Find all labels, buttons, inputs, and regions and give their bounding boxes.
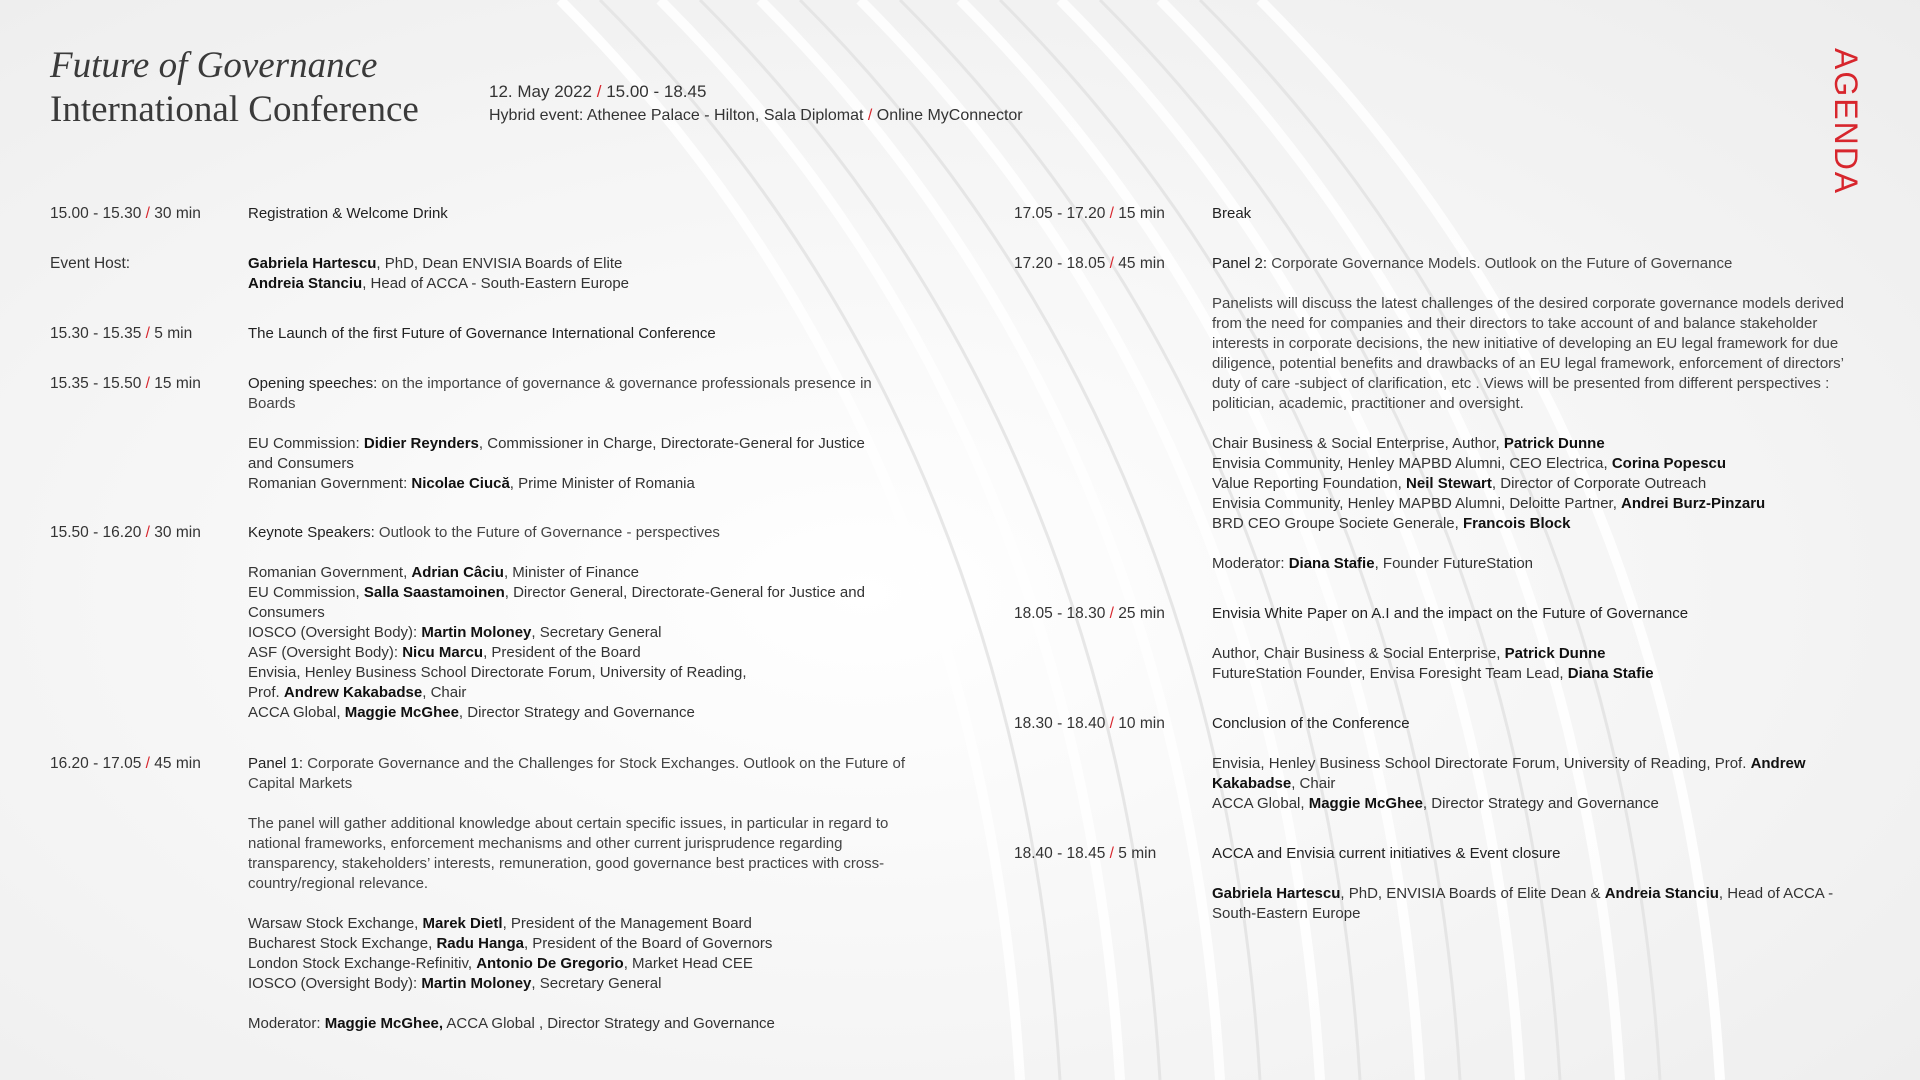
speaker-line: IOSCO (Oversight Body): Martin Moloney, Secretary General [248,975,662,992]
agenda-body [1212,844,1837,924]
host-line: Gabriela Hartescu, PhD, ENVISIA Boards of Elite Dean & Andreia Stanciu, Head of ACCA - South-Eastern Europe [1212,885,1834,922]
speaker-line: ASF (Oversight Body): Nicu Marcu, President of the Board [248,644,641,661]
agenda-time: 18.40 - 18.45 / 5 min [1014,845,1157,862]
speaker-line: IOSCO (Oversight Body): Martin Moloney, Secretary General [248,624,662,641]
agenda-title: Envisia White Paper on A.I and the impact on the Future of Governance [1212,605,1689,622]
conference-title [50,44,419,132]
agenda-title: Registration & Welcome Drink [248,205,448,222]
speaker-line: FutureStation Founder, Envisa Foresight Team Lead, Diana Stafie [1212,665,1654,682]
speaker-line: Romanian Government: Nicolae Ciucă, Prime Minister of Romania [248,475,695,492]
event-venue: Hybrid event: Athenee Palace - Hilton, Sala Diplomat [489,107,864,124]
agenda-body [1212,204,1872,224]
host-line: Andreia Stanciu, Head of ACCA - South-Eastern Europe [248,275,630,292]
speaker-line: Value Reporting Foundation, Neil Stewart, Director of Corporate Outreach [1212,475,1707,492]
event-date-line [489,80,1023,104]
agenda-title: The Launch of the first Future of Governance International Conference [248,325,716,342]
agenda-title: Keynote Speakers: Outlook to the Future of Governance - perspectives [248,524,720,541]
panel-description: Panelists will discuss the latest challenges of the desired corporate governance models derived from the need for companies and their directors to take account of and balance stakeholder interests in corporate decisions, the new initiative of developing an EU legal framework for due diligence, potential benefits and drawbacks of an EU legal framework, enforcement of directors’ duty of care -subject of clarification, etc . Views will be presented from different perspectives : politician, academic, practitioner and oversight. [1212,295,1845,412]
title-line-2: International Conference [50,89,419,130]
panel-description: The panel will gather additional knowledge about certain specific issues, in particular in regard to national frameworks, enforcement mechanisms and other current jurisprudence regarding transparency, stakeholders’ interests, remuneration, good governance best practices with cross-country/regional relevance. [248,815,889,892]
speaker-line: EU Commission: Didier Reynders, Commissioner in Charge, Directorate-General for Justice and Consumers [248,435,865,472]
agenda-body [248,374,878,494]
agenda-time: 18.05 - 18.30 / 25 min [1014,605,1165,622]
host-line: Gabriela Hartescu, PhD, Dean ENVISIA Boards of Elite [248,255,623,272]
agenda-body [1212,714,1837,814]
moderator-line: Moderator: Maggie McGhee, ACCA Global , Director Strategy and Governance [248,1015,775,1032]
speaker-line: Prof. Andrew Kakabadse, Chair [248,684,467,701]
event-venue-line [489,104,1023,128]
agenda-time: 16.20 - 17.05 / 45 min [50,755,201,772]
agenda-vertical-label: AGENDA [1828,48,1864,196]
speaker-line: Envisia Community, Henley MAPBD Alumni, CEO Electrica, Corina Popescu [1212,455,1727,472]
speaker-line: Author, Chair Business & Social Enterprise, Patrick Dunne [1212,645,1606,662]
moderator-line: Moderator: Diana Stafie, Founder FutureStation [1212,555,1534,572]
agenda-title: ACCA and Envisia current initiatives & Event closure [1212,845,1561,862]
agenda-body [1212,604,1872,684]
agenda-title: Conclusion of the Conference [1212,715,1410,732]
agenda-body [248,324,908,344]
event-host-label: Event Host: [50,255,131,272]
event-date: 12. May 2022 [489,82,593,101]
speaker-line: Bucharest Stock Exchange, Radu Hanga, President of the Board of Governors [248,935,773,952]
agenda-time: 15.30 - 15.35 / 5 min [50,325,193,342]
event-time: 15.00 - 18.45 [606,82,707,101]
speaker-line: EU Commission, Salla Saastamoinen, Director General, Directorate-General for Justice and Consumers [248,584,865,621]
speaker-line: Envisia, Henley Business School Directorate Forum, University of Reading, [248,664,747,681]
agenda-title: Break [1212,205,1252,222]
agenda-time: 17.05 - 17.20 / 15 min [1014,205,1165,222]
speaker-line: ACCA Global, Maggie McGhee, Director Strategy and Governance [248,704,695,721]
speaker-line: Envisia Community, Henley MAPBD Alumni, Deloitte Partner, Andrei Burz-Pinzaru [1212,495,1766,512]
title-line-1: Future of Governance [50,45,378,86]
agenda-time: 17.20 - 18.05 / 45 min [1014,255,1165,272]
speaker-line: Envisia, Henley Business School Directorate Forum, University of Reading, Prof. Andrew Kakabadse, Chair [1212,755,1806,792]
separator-slash: / [867,107,873,124]
event-online: Online MyConnector [876,107,1023,124]
agenda-time: 18.30 - 18.40 / 10 min [1014,715,1165,732]
agenda-body [248,523,898,723]
speaker-line: Chair Business & Social Enterprise, Author, Patrick Dunne [1212,435,1605,452]
agenda-title: Opening speeches: on the importance of governance & governance professionals presence in Boards [248,375,872,412]
speaker-line: BRD CEO Groupe Societe Generale, Francois Block [1212,515,1571,532]
agenda-body [248,754,908,1034]
speaker-line: Warsaw Stock Exchange, Marek Dietl, President of the Management Board [248,915,752,932]
speaker-line: ACCA Global, Maggie McGhee, Director Strategy and Governance [1212,795,1659,812]
agenda-title: Panel 1: Corporate Governance and the Challenges for Stock Exchanges. Outlook on the Future of Capital Markets [248,755,906,792]
agenda-body [248,204,908,224]
agenda-time: 15.50 - 16.20 / 30 min [50,524,201,541]
agenda-time: 15.35 - 15.50 / 15 min [50,375,201,392]
agenda-body [1212,254,1872,574]
agenda-body [248,254,908,294]
speaker-line: Romanian Government, Adrian Câciu, Minister of Finance [248,564,640,581]
agenda-time: 15.00 - 15.30 / 30 min [50,205,201,222]
agenda-title: Panel 2: Corporate Governance Models. Outlook on the Future of Governance [1212,255,1733,272]
event-meta [489,80,1023,128]
speaker-line: London Stock Exchange-Refinitiv, Antonio De Gregorio, Market Head CEE [248,955,753,972]
separator-slash: / [596,82,602,101]
